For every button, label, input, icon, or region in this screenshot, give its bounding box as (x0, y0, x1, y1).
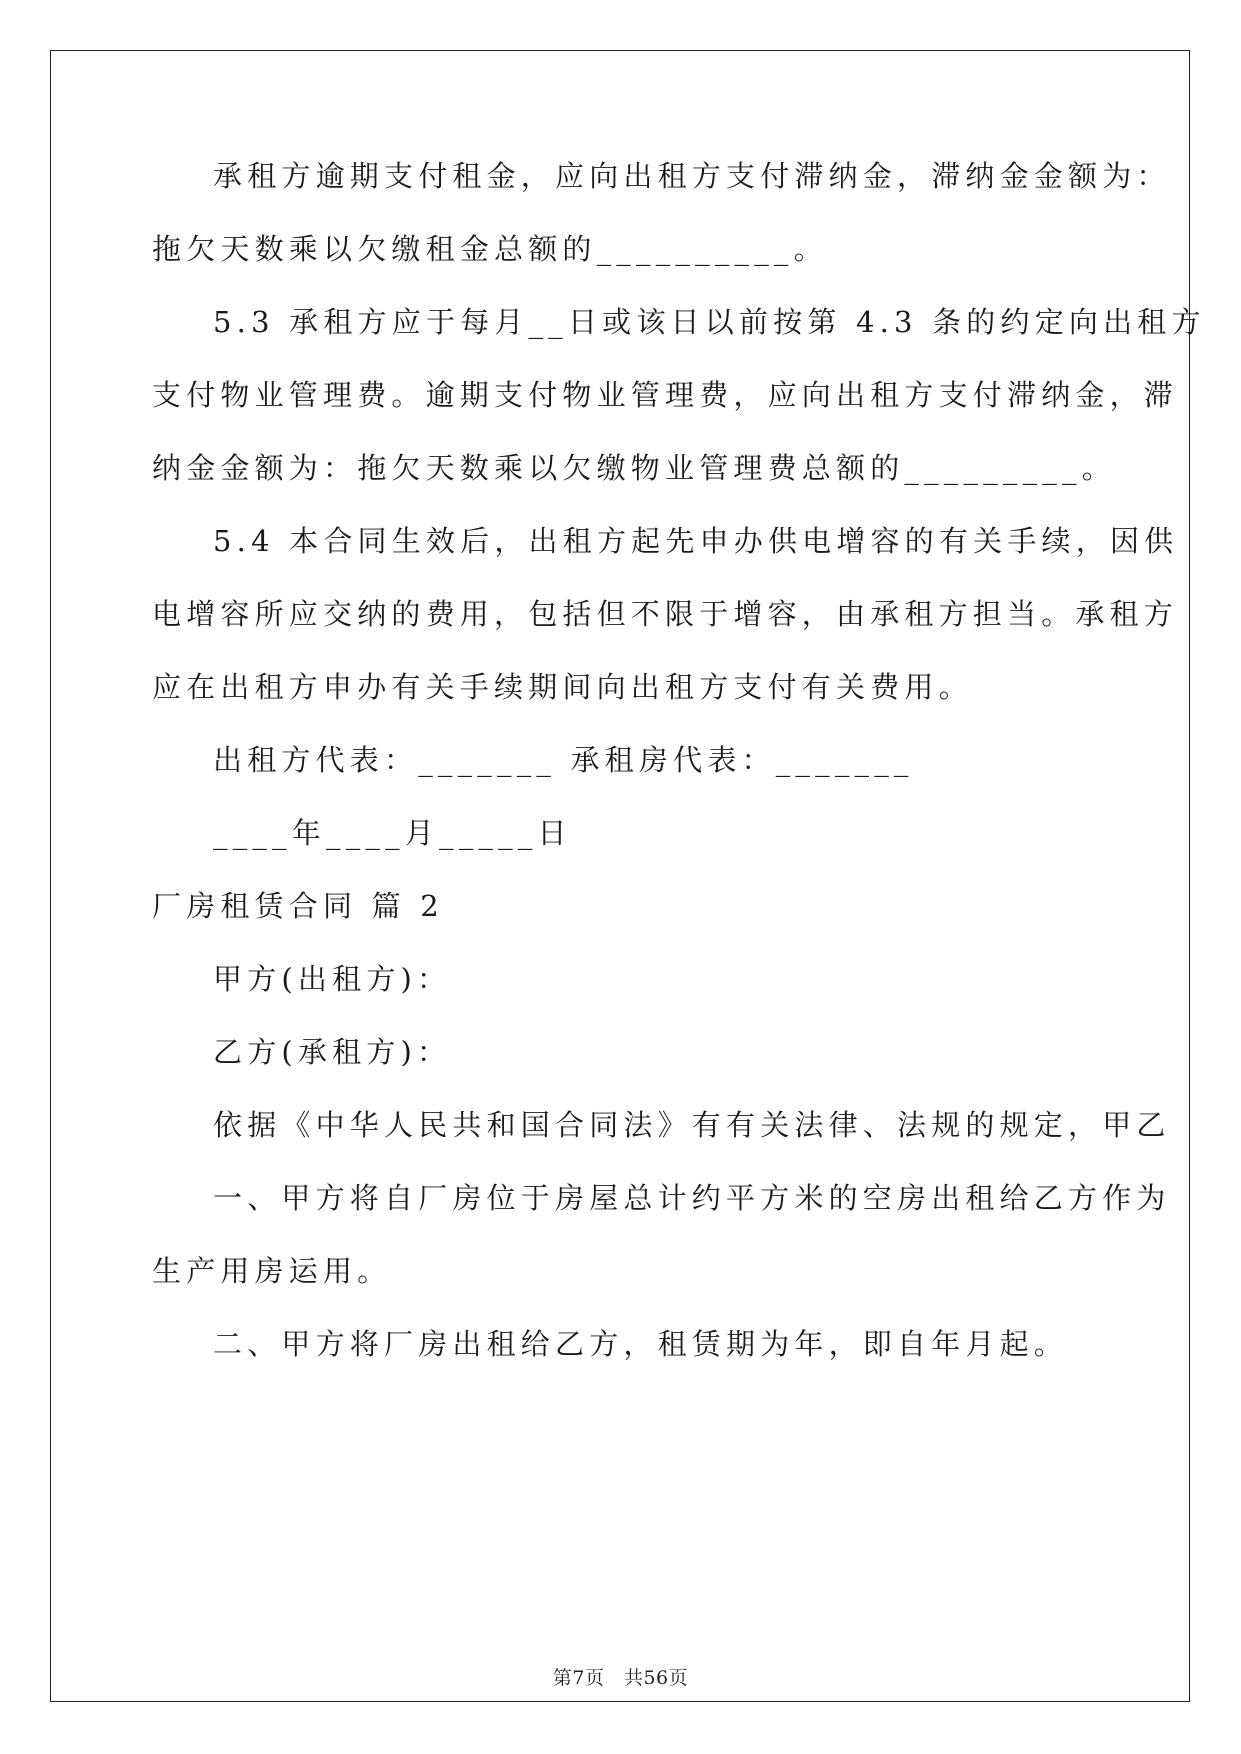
party-b-line: 乙方(承租方)： (213, 1035, 452, 1069)
party-a-line: 甲方(出租方)： (213, 962, 452, 996)
text-line: 支付物业管理费。逾期支付物业管理费，应向出租方支付滞纳金，滞 (152, 378, 1179, 412)
section-heading: 厂房租赁合同 篇 2 (152, 889, 444, 923)
page-number: 第7页 共56页 (552, 1667, 689, 1689)
text-line: 二、甲方将厂房出租给乙方，租赁期为年，即自年月起。 (213, 1327, 1069, 1361)
text-line: 电增容所应交纳的费用，包括但不限于增容，由承租方担当。承租方 (152, 597, 1179, 631)
text-line: 5.4 本合同生效后，出租方起先申办供电增容的有关手续，因供 (213, 524, 1179, 558)
text-line: 生产用房运用。 (152, 1254, 392, 1288)
page-border (50, 50, 1190, 1702)
text-line: 承租方逾期支付租金，应向出租方支付滞纳金，滞纳金金额为： (213, 159, 1171, 193)
text-line: 5.3 承租方应于每月__日或该日以前按第 4.3 条的约定向出租方 (213, 305, 1206, 339)
text-line: 应在出租方申办有关手续期间向出租方支付有关费用。 (152, 670, 973, 704)
text-line: 纳金金额为：拖欠天数乘以欠缴物业管理费总额的_________。 (152, 451, 1116, 485)
text-line: 依据《中华人民共和国合同法》有有关法律、法规的规定，甲乙 (213, 1108, 1171, 1142)
signature-line: 出租方代表：_______ 承租房代表：_______ (213, 743, 914, 777)
text-line: 一、甲方将自厂房位于房屋总计约平方米的空房出租给乙方作为 (213, 1181, 1171, 1215)
text-line: 拖欠天数乘以欠缴租金总额的__________。 (152, 232, 828, 266)
date-line: ____年____月_____日 (213, 816, 572, 850)
